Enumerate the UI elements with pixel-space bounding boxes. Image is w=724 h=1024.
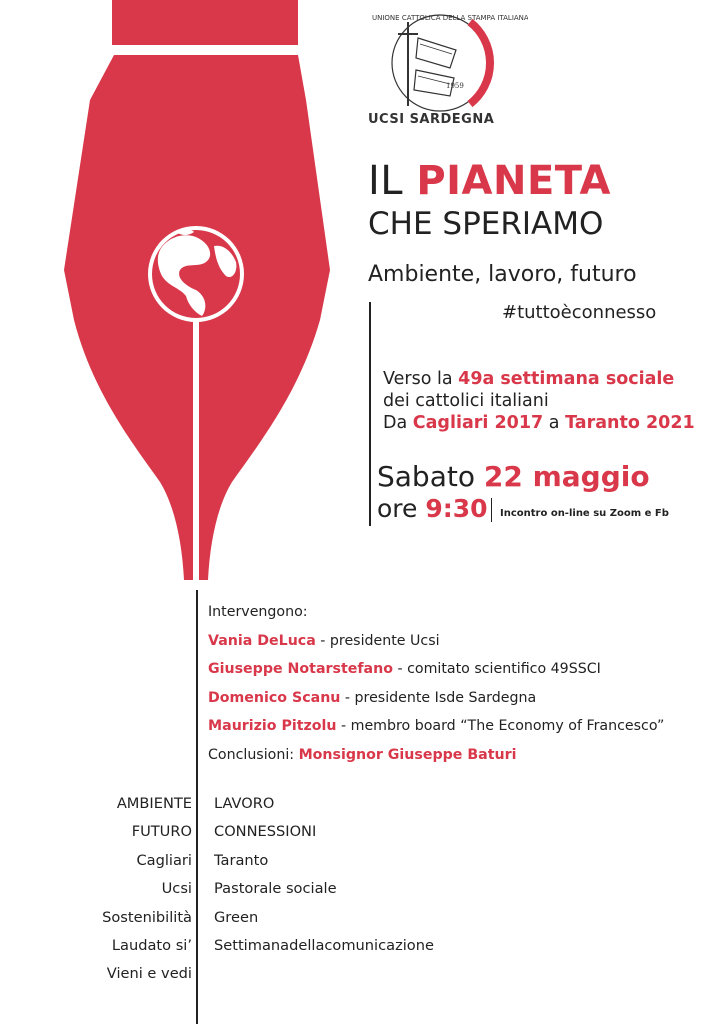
speakers-list: [208, 598, 664, 769]
right-divider: [369, 302, 371, 526]
time-divider: [491, 498, 492, 522]
subtitle: Ambiente, lavoro, futuro: [368, 262, 637, 287]
verso-block: Verso la 49a settimana sociale dei cattolici italiani Da Cagliari 2017 a Taranto 2021: [383, 369, 695, 433]
page-title-line2: CHE SPERIAMO: [368, 206, 604, 242]
online-info: Incontro on-line su Zoom e Fb: [500, 508, 669, 519]
speaker-item: Domenico Scanu - presidente Isde Sardegna: [208, 689, 537, 706]
svg-text:1959: 1959: [446, 82, 464, 90]
speaker-item: Giuseppe Notarstefano - comitato scientifico 49SSCI: [208, 661, 601, 677]
pen-cap: [112, 0, 298, 45]
keywords-right: LAVORO CONNESSIONI Taranto Pastorale sociale Green Settimanadellacomunicazione: [214, 795, 434, 955]
speakers-intro: Intervengono:: [208, 604, 308, 620]
conclusion: Conclusioni: Monsignor Giuseppe Baturi: [208, 746, 517, 763]
keywords-left: AMBIENTE FUTURO Cagliari Ucsi Sostenibilità Laudato si’ Vieni e vedi: [102, 795, 192, 983]
title-highlight: PIANETA: [416, 158, 611, 204]
ucsi-logo: [358, 8, 528, 128]
event-time: ore 9:30: [377, 494, 488, 523]
ucsi-emblem: [358, 8, 528, 113]
speaker-item: Maurizio Pitzolu - membro board “The Economy of Francesco”: [208, 718, 665, 734]
globe-icon: [148, 226, 244, 322]
page-title: [368, 158, 611, 204]
left-divider: [196, 590, 198, 1024]
svg-text:UNIONE CATTOLICA DELLA STAMPA: UNIONE CATTOLICA DELLA STAMPA ITALIANA: [372, 14, 528, 22]
logo-name: UCSI SARDEGNA: [368, 112, 495, 127]
speaker-item: Vania DeLuca - presidente Ucsi: [208, 632, 440, 649]
hashtag: #tuttoèconnesso: [502, 302, 657, 323]
event-date: Sabato 22 maggio: [377, 460, 650, 493]
title-prefix: IL: [368, 158, 404, 204]
